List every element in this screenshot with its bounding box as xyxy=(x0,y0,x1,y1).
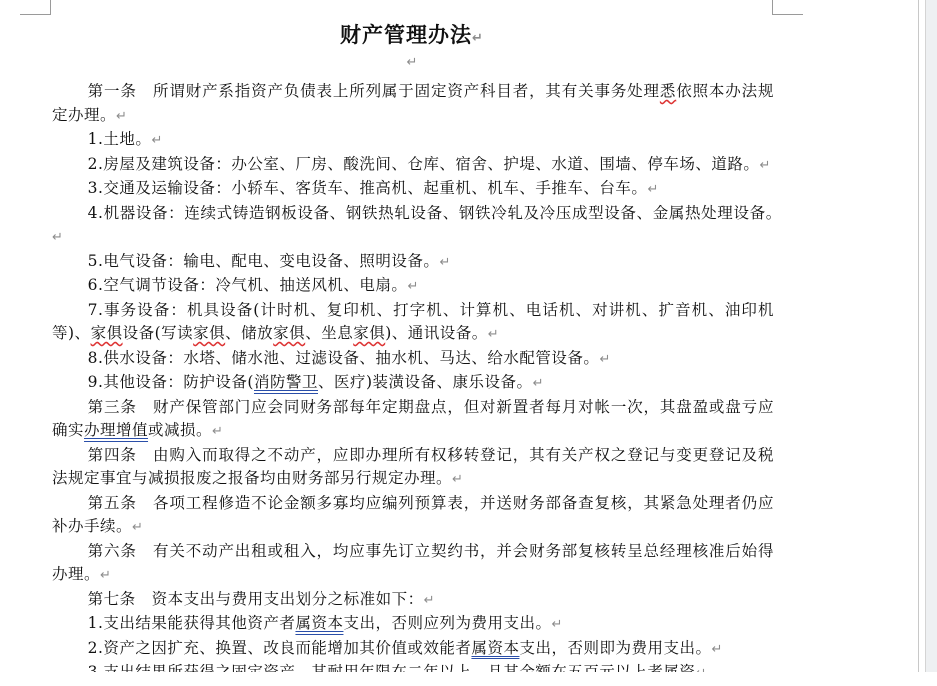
paragraph-mark-icon: ↵ xyxy=(212,424,224,439)
paragraph-mark-icon: ↵ xyxy=(100,568,112,583)
marked-text: 家俱 xyxy=(193,324,226,342)
paragraph xyxy=(52,396,774,444)
marked-text: 属资本 xyxy=(295,614,344,632)
paragraph-text: 依照本办法规定办理。 xyxy=(52,82,774,124)
marked-text: 家俱 xyxy=(273,324,306,342)
paragraph-text: 1.支出结果能获得其他资产者 xyxy=(87,614,296,632)
paragraph xyxy=(52,492,774,540)
paragraph-text: 第三条 财产保管部门应会同财务部每年定期盘点，但对新置者每月对帐一次，其盘盈或盘亏应确实 xyxy=(52,397,774,439)
paragraph-text: 7.事务设备：机具设备(计时机、复印机、打字机、计算机、电话机、对讲机、扩音机、油印机等)、 xyxy=(52,300,774,342)
paragraph xyxy=(52,202,791,250)
paragraph xyxy=(52,153,774,178)
paragraph-mark-icon: ↵ xyxy=(116,108,128,124)
paragraph xyxy=(52,371,774,396)
paragraph xyxy=(52,274,774,299)
paragraph xyxy=(52,588,774,613)
paragraph-text: 6.空气调节设备：冷气机、抽送风机、电扇。 xyxy=(87,276,408,294)
marked-text: 办理增值 xyxy=(84,421,149,439)
paragraph-text: 第一条 所谓财产系指资产负债表上所列属于固定资产科目者，其有关事务处理 xyxy=(87,82,660,100)
paragraph-mark-icon: ↵ xyxy=(487,327,500,342)
paragraph-mark-icon: ↵ xyxy=(406,55,418,70)
vertical-scrollbar[interactable] xyxy=(925,0,937,681)
paragraph-text: 第四条 由购入而取得之不动产，应即办理所有权移转登记，其有关产权之登记与变更登记及税法规定事宜与减损报废之报备均由财务部另行规定办理。 xyxy=(52,445,774,487)
paragraph-text: 第六条 有关不动产出租或租入，均应事先订立契约书，并会财务部复核转呈总经理核准后始得办理。 xyxy=(52,541,774,583)
paragraph-mark-icon: ↵ xyxy=(647,182,659,197)
page-edge xyxy=(918,0,919,681)
paragraph-text: 、坐息 xyxy=(305,324,354,342)
paragraph-text: 支出，否则即为费用支出。 xyxy=(519,638,712,657)
paragraph-mark-icon: ↵ xyxy=(407,279,419,294)
paragraph xyxy=(52,250,774,275)
paragraph-text: 或减损。 xyxy=(148,421,213,439)
marked-text: 家俱 xyxy=(90,324,123,342)
paragraph-mark-icon: ↵ xyxy=(532,376,544,391)
marked-text: 家俱 xyxy=(353,324,386,342)
paragraph-text: 1.土地。 xyxy=(87,130,152,148)
crop-mark-left xyxy=(20,0,51,15)
paragraph-text: 支出，否则应列为费用支出。 xyxy=(343,614,552,632)
paragraph xyxy=(52,299,774,347)
marked-text: 消防警卫 xyxy=(253,373,318,391)
paragraph-mark-icon: ↵ xyxy=(711,641,723,657)
paragraph-text: 、医疗)装潢设备、康乐设备。 xyxy=(318,373,533,391)
paragraph xyxy=(52,444,774,492)
paragraph-text: 第五条 各项工程修造不论金额多寡均应编列预算表，并送财务部备查复核，其紧急处理者仍应补办手续。 xyxy=(52,493,774,535)
paragraph-text: 4.机器设备：连续式铸造钢板设备、钢铁热轧设备、钢铁冷轧及冷压成型设备、金属热处理设备。 xyxy=(87,203,791,222)
paragraph-text: 9.其他设备：防护设备( xyxy=(87,373,254,391)
paragraph-mark-icon: ↵ xyxy=(132,520,144,535)
document-body[interactable] xyxy=(52,80,791,686)
viewport-bottom-edge xyxy=(0,672,937,681)
paragraph xyxy=(52,347,774,372)
paragraph-text: 2.房屋及建筑设备：办公室、厂房、酸洗间、仓库、宿舍、护堤、水道、围墙、停车场、道路。 xyxy=(87,154,760,173)
paragraph-mark-icon: ↵ xyxy=(472,31,484,46)
crop-mark-right xyxy=(772,0,803,15)
paragraph-text: 8.供水设备：水塔、储水池、过滤设备、抽水机、马达、给水配管设备。 xyxy=(87,348,600,367)
paragraph xyxy=(52,177,774,202)
paragraph-text: 5.电气设备：输电、配电、变电设备、照明设备。 xyxy=(87,251,440,270)
marked-text: 悉 xyxy=(659,82,677,100)
paragraph-mark-icon: ↵ xyxy=(551,617,563,632)
paragraph xyxy=(52,612,774,637)
paragraph xyxy=(52,128,774,153)
paragraph-mark-icon: ↵ xyxy=(52,230,64,245)
marked-text: 属资本 xyxy=(471,638,520,657)
paragraph-mark-icon: ↵ xyxy=(599,351,611,367)
paragraph-text: )、通讯设备。 xyxy=(385,324,488,342)
paragraph-text: 设备(写读 xyxy=(122,324,194,342)
paragraph xyxy=(52,637,774,662)
paragraph-mark-icon: ↵ xyxy=(423,592,436,608)
paragraph-text: 3.交通及运输设备：小轿车、客货车、推高机、起重机、机车、手推车、台车。 xyxy=(87,179,648,197)
paragraph-text: 2.资产之因扩充、换置、改良而能增加其价值或效能者 xyxy=(87,638,472,657)
paragraph-mark-icon: ↵ xyxy=(759,157,771,173)
paragraph xyxy=(52,540,774,588)
title-text: 财产管理办法 xyxy=(340,22,473,47)
empty-paragraph xyxy=(52,52,772,70)
paragraph-mark-icon: ↵ xyxy=(439,254,451,270)
paragraph-mark-icon: ↵ xyxy=(452,472,464,487)
paragraph-text: 第七条 资本支出与费用支出划分之标准如下： xyxy=(87,589,424,608)
paragraph-mark-icon: ↵ xyxy=(151,133,163,148)
paragraph-text: 、储放 xyxy=(225,324,274,342)
paragraph xyxy=(52,80,774,128)
page-title xyxy=(52,19,772,49)
